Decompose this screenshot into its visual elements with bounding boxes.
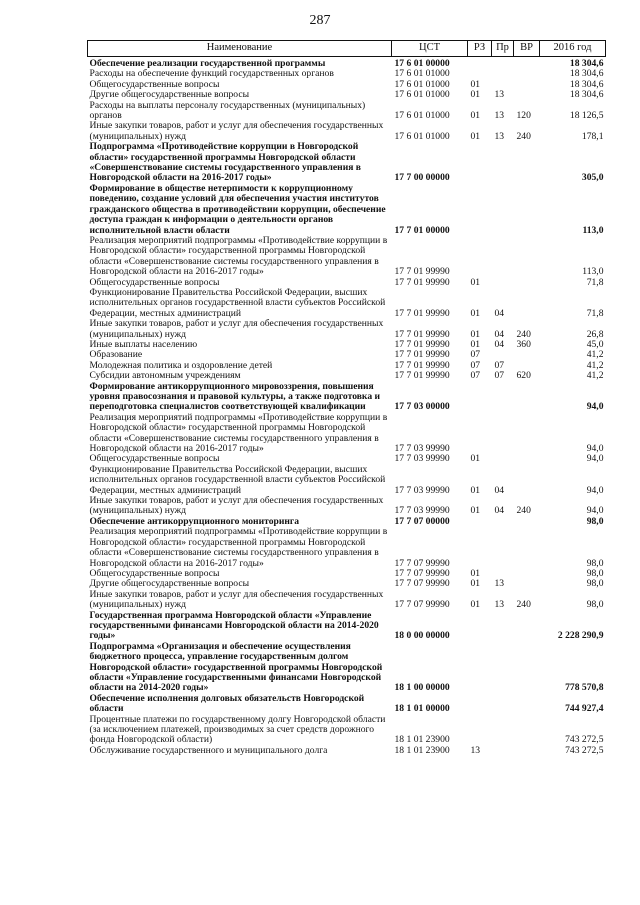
row-name: Реализация мероприятий подпрограммы «Противодействие коррупции в Новгородской области» государственной программы Новгородской области «Совершенствование системы государственного управления в Новгородской области на 2016-2017 годы» [89, 411, 388, 455]
row-name: Общегосударственные вопросы [89, 276, 220, 288]
row-name: Образование [89, 349, 143, 361]
budget-table [87, 40, 606, 756]
row-amount: 18 304,6 [569, 68, 604, 80]
row-amount: 94,0 [586, 505, 604, 517]
row-amount: 18 304,6 [569, 89, 604, 101]
table-row [88, 496, 606, 517]
table-row [88, 184, 606, 236]
column-header-pr: Пр [492, 41, 514, 57]
row-amount: 743 272,5 [565, 744, 604, 756]
table-row [88, 611, 606, 642]
row-name: Общегосударственные вопросы [89, 78, 220, 90]
row-rz-code [468, 694, 492, 715]
row-amount: 71,8 [586, 307, 604, 319]
row-rz-code [468, 236, 492, 278]
row-pr-code [492, 382, 514, 413]
table-row [88, 715, 606, 746]
table-body [88, 57, 606, 757]
row-rz-code: 07 [470, 370, 481, 382]
row-cst-code: 17 6 01 00000 [394, 58, 450, 69]
row-cst-code: 18 1 01 23900 [394, 744, 450, 756]
row-name: Функционирование Правительства Российской Федерации, высших исполнительных органов государственной власти субъектов Российской Федерации, местных администраций [89, 463, 386, 496]
row-rz-code: 01 [470, 453, 481, 465]
row-amount: 41,2 [586, 370, 604, 382]
row-vr-code [514, 184, 540, 236]
row-amount: 41,2 [586, 349, 604, 361]
row-rz-code: 01 [470, 599, 481, 611]
row-cst-code: 17 7 01 99990 [394, 266, 450, 278]
row-pr-code [492, 142, 514, 184]
row-pr-code [492, 715, 514, 746]
row-rz-code: 01 [470, 338, 481, 350]
row-rz-code: 01 [470, 567, 481, 579]
row-pr-code: 13 [494, 130, 505, 142]
row-amount: 18 304,6 [569, 58, 604, 69]
row-cst-code: 17 7 01 99990 [394, 307, 450, 319]
row-vr-code [514, 454, 540, 464]
row-name: Другие общегосударственные вопросы [89, 89, 250, 101]
row-vr-code: 620 [516, 370, 531, 382]
row-name: Молодежная политика и оздоровление детей [89, 359, 273, 371]
row-rz-code [468, 715, 492, 746]
row-amount: 305,0 [581, 172, 604, 184]
row-vr-code [514, 382, 540, 413]
row-amount: 94,0 [586, 443, 604, 455]
row-rz-code [468, 57, 492, 70]
row-cst-code: 18 1 00 00000 [394, 682, 450, 694]
row-pr-code [492, 57, 514, 70]
table-row [88, 465, 606, 496]
row-rz-code: 07 [470, 359, 481, 371]
row-rz-code: 01 [470, 130, 481, 142]
row-vr-code [514, 611, 540, 642]
row-cst-code: 17 6 01 01000 [394, 110, 450, 122]
row-amount: 94,0 [586, 484, 604, 496]
row-pr-code: 13 [494, 110, 505, 122]
row-cst-code: 17 6 01 01000 [394, 89, 450, 101]
row-cst-code: 17 7 01 99990 [394, 338, 450, 350]
row-cst-code: 17 7 01 99990 [394, 276, 450, 288]
table-row [88, 142, 606, 184]
table-header-row [88, 41, 606, 57]
row-amount: 98,0 [586, 599, 604, 611]
row-name: Иные выплаты населению [89, 338, 198, 350]
row-name: Обеспечение реализации государственной программы [89, 58, 326, 69]
row-rz-code [468, 142, 492, 184]
row-vr-code [514, 142, 540, 184]
row-rz-code: 01 [470, 110, 481, 122]
row-cst-code: 17 6 01 01000 [394, 78, 450, 90]
row-pr-code [492, 184, 514, 236]
row-amount: 98,0 [586, 578, 604, 590]
row-pr-code [492, 527, 514, 569]
row-cst-code: 17 7 07 99990 [394, 557, 450, 569]
row-amount: 18 126,5 [569, 110, 604, 122]
row-amount: 94,0 [586, 453, 604, 465]
row-rz-code: 01 [470, 578, 481, 590]
row-cst-code: 18 1 01 00000 [394, 703, 450, 715]
row-name: Процентные платежи по государственному долгу Новгородской области (за исключением платежей, производимых за счет средств дорожного фонда Новгородской области) [89, 713, 386, 746]
table-row [88, 413, 606, 455]
row-pr-code: 07 [494, 359, 505, 371]
row-cst-code: 17 7 03 99990 [394, 484, 450, 496]
row-vr-code [514, 278, 540, 288]
row-pr-code: 04 [494, 484, 505, 496]
row-rz-code: 01 [470, 78, 481, 90]
row-name: Иные закупки товаров, работ и услуг для обеспечения государственных (муниципальных) нужд [89, 588, 384, 611]
row-pr-code: 04 [494, 307, 505, 319]
row-name: Обеспечение антикоррупционного мониторинга [89, 515, 300, 527]
row-rz-code [468, 382, 492, 413]
page-number: 287 [309, 13, 331, 28]
row-vr-code [514, 642, 540, 694]
row-vr-code: 120 [516, 110, 531, 122]
row-cst-code: 17 7 07 99990 [394, 567, 450, 579]
row-cst-code: 17 7 01 99990 [394, 370, 450, 382]
row-amount: 26,8 [586, 328, 604, 340]
column-header-year: 2016 год [540, 41, 606, 57]
row-amount: 41,2 [586, 359, 604, 371]
row-pr-code [492, 642, 514, 694]
row-cst-code: 17 6 01 01000 [394, 130, 450, 142]
row-vr-code [514, 517, 540, 527]
row-amount: 98,0 [586, 557, 604, 569]
row-pr-code [492, 236, 514, 278]
table-row [88, 101, 606, 122]
row-rz-code [468, 527, 492, 569]
row-cst-code: 17 7 01 99990 [394, 359, 450, 371]
row-pr-code [492, 746, 514, 756]
row-name: Общегосударственные вопросы [89, 453, 220, 465]
column-header-rz: РЗ [468, 41, 492, 57]
row-vr-code [514, 69, 540, 79]
row-vr-code [514, 465, 540, 496]
row-vr-code [514, 413, 540, 455]
row-rz-code: 01 [470, 276, 481, 288]
row-cst-code: 17 7 07 99990 [394, 578, 450, 590]
row-rz-code [468, 642, 492, 694]
row-cst-code: 17 7 00 00000 [394, 172, 450, 184]
row-pr-code [492, 611, 514, 642]
row-vr-code: 240 [516, 130, 531, 142]
row-amount: 743 272,5 [565, 734, 604, 746]
row-cst-code: 17 7 03 99990 [394, 505, 450, 517]
row-vr-code [514, 350, 540, 360]
row-pr-code: 04 [494, 338, 505, 350]
row-rz-code [468, 611, 492, 642]
row-vr-code [514, 694, 540, 715]
row-pr-code [492, 517, 514, 527]
row-name: Обслуживание государственного и муниципального долга [89, 744, 328, 756]
column-header-cst: ЦСТ [392, 41, 468, 57]
row-amount: 178,1 [581, 130, 604, 142]
row-pr-code [492, 69, 514, 79]
row-name: Другие общегосударственные вопросы [89, 578, 250, 590]
row-cst-code: 17 7 07 00000 [394, 515, 450, 527]
row-cst-code: 18 1 01 23900 [394, 734, 450, 746]
row-name: Иные закупки товаров, работ и услуг для обеспечения государственных (муниципальных) нужд [89, 495, 384, 517]
row-rz-code: 01 [470, 484, 481, 496]
row-name: Общегосударственные вопросы [89, 567, 220, 579]
row-name: Иные закупки товаров, работ и услуг для обеспечения государственных (муниципальных) нужд [89, 120, 384, 142]
row-vr-code [514, 579, 540, 589]
row-cst-code: 18 0 00 00000 [394, 630, 450, 642]
row-vr-code [514, 80, 540, 90]
row-name: Функционирование Правительства Российской Федерации, высших исполнительных органов государственной власти субъектов Российской Федерации, местных администраций [89, 286, 386, 319]
table-row [88, 121, 606, 142]
row-pr-code [492, 454, 514, 464]
row-vr-code: 240 [516, 505, 531, 517]
column-header-name: Наименование [88, 41, 392, 57]
row-rz-code: 01 [470, 328, 481, 340]
row-vr-code [514, 527, 540, 569]
table-row [88, 642, 606, 694]
row-name: Расходы на выплаты персоналу государственных (муниципальных) органов [89, 99, 366, 122]
table-row [88, 527, 606, 569]
row-vr-code [514, 715, 540, 746]
row-vr-code [514, 288, 540, 319]
row-vr-code: 240 [516, 328, 531, 340]
row-cst-code: 17 7 01 99990 [394, 328, 450, 340]
row-amount: 94,0 [586, 401, 604, 413]
row-name: Реализация мероприятий подпрограммы «Противодействие коррупции в Новгородской области» государственной программы Новгородской области «Совершенствование системы государственного управления в Новгородской области на 2016-2017 годы» [89, 234, 388, 278]
row-amount: 45,0 [586, 338, 604, 350]
row-pr-code: 13 [494, 578, 505, 590]
table-row [88, 340, 606, 350]
row-amount: 98,0 [586, 567, 604, 579]
row-name: Иные закупки товаров, работ и услуг для обеспечения государственных (муниципальных) нужд [89, 318, 384, 340]
row-pr-code: 04 [494, 328, 505, 340]
row-cst-code: 17 6 01 01000 [394, 68, 450, 80]
row-name: Формирование антикоррупционного мировоззрения, повышения уровня правосознания и правовой культуры, а также подготовка и переподготовка специалистов соответствующей квалификации [89, 380, 381, 413]
row-cst-code: 17 7 01 00000 [394, 224, 450, 236]
row-cst-code: 17 7 01 99990 [394, 349, 450, 361]
row-amount: 113,0 [582, 266, 604, 278]
row-cst-code: 17 7 03 99990 [394, 443, 450, 455]
row-amount: 98,0 [586, 515, 604, 527]
table-row [88, 590, 606, 611]
row-rz-code: 13 [470, 744, 481, 756]
row-rz-code [468, 184, 492, 236]
row-vr-code [514, 569, 540, 579]
row-vr-code [514, 90, 540, 100]
row-amount: 744 927,4 [565, 703, 604, 715]
row-cst-code: 17 7 03 00000 [394, 401, 450, 413]
row-pr-code: 13 [494, 89, 505, 101]
row-vr-code [514, 746, 540, 756]
row-pr-code [492, 278, 514, 288]
row-pr-code: 04 [494, 505, 505, 517]
row-rz-code: 01 [470, 505, 481, 517]
table-row [88, 382, 606, 413]
row-pr-code [492, 413, 514, 455]
row-vr-code: 240 [516, 599, 531, 611]
row-amount: 18 304,6 [569, 78, 604, 90]
table-row [88, 319, 606, 340]
row-name: Расходы на обеспечение функций государственных органов [89, 68, 334, 80]
row-name: Подпрограмма «Противодействие коррупции в Новгородской области» государственной программы Новгородской области «Совершенствование системы государственного управления в Новгородской области на 2016-2017 годы» [89, 141, 361, 184]
table-row [88, 746, 606, 756]
row-name: Подпрограмма «Организация и обеспечение осуществления бюджетного процесса, управление государственным долгом Новгородской области» государственной программы Новгородской области «Управление государственными финансами Новгородской области на 2014-2020 годы» [89, 640, 383, 694]
row-amount: 113,0 [582, 224, 604, 236]
column-header-vr: ВР [514, 41, 540, 57]
row-rz-code: 01 [470, 307, 481, 319]
row-name: Формирование в обществе нетерпимости к коррупционному поведению, создание условий для обеспечения участия институтов гражданского общества в противодействии коррупции, обеспечение доступа граждан к информации о деятельности органов исполнительной власти области [89, 182, 386, 236]
row-rz-code: 07 [470, 349, 481, 361]
row-amount: 2 228 290,9 [557, 630, 604, 642]
row-pr-code [492, 694, 514, 715]
table-row [88, 694, 606, 715]
row-vr-code [514, 236, 540, 278]
row-pr-code: 07 [494, 370, 505, 382]
row-pr-code: 13 [494, 599, 505, 611]
row-vr-code: 360 [516, 338, 531, 350]
row-vr-code [514, 57, 540, 70]
table-row [88, 288, 606, 319]
row-amount: 71,8 [586, 276, 604, 288]
table-row [88, 236, 606, 278]
row-name: Обеспечение исполнения долговых обязательств Новгородской области [89, 692, 365, 715]
row-cst-code: 17 7 03 99990 [394, 453, 450, 465]
row-cst-code: 17 7 07 99990 [394, 599, 450, 611]
row-name: Реализация мероприятий подпрограммы «Противодействие коррупции в Новгородской области» государственной программы Новгородской области «Совершенствование системы государственного управления в Новгородской области на 2016-2017 годы» [89, 526, 388, 569]
row-rz-code [468, 517, 492, 527]
row-rz-code [468, 413, 492, 455]
row-amount: 778 570,8 [565, 682, 604, 694]
row-name: Государственная программа Новгородской области «Управление государственными финансами Новгородской области на 2014-2020 годы» [89, 609, 379, 642]
row-name: Субсидии автономным учреждениям [89, 370, 241, 382]
row-rz-code: 01 [470, 89, 481, 101]
